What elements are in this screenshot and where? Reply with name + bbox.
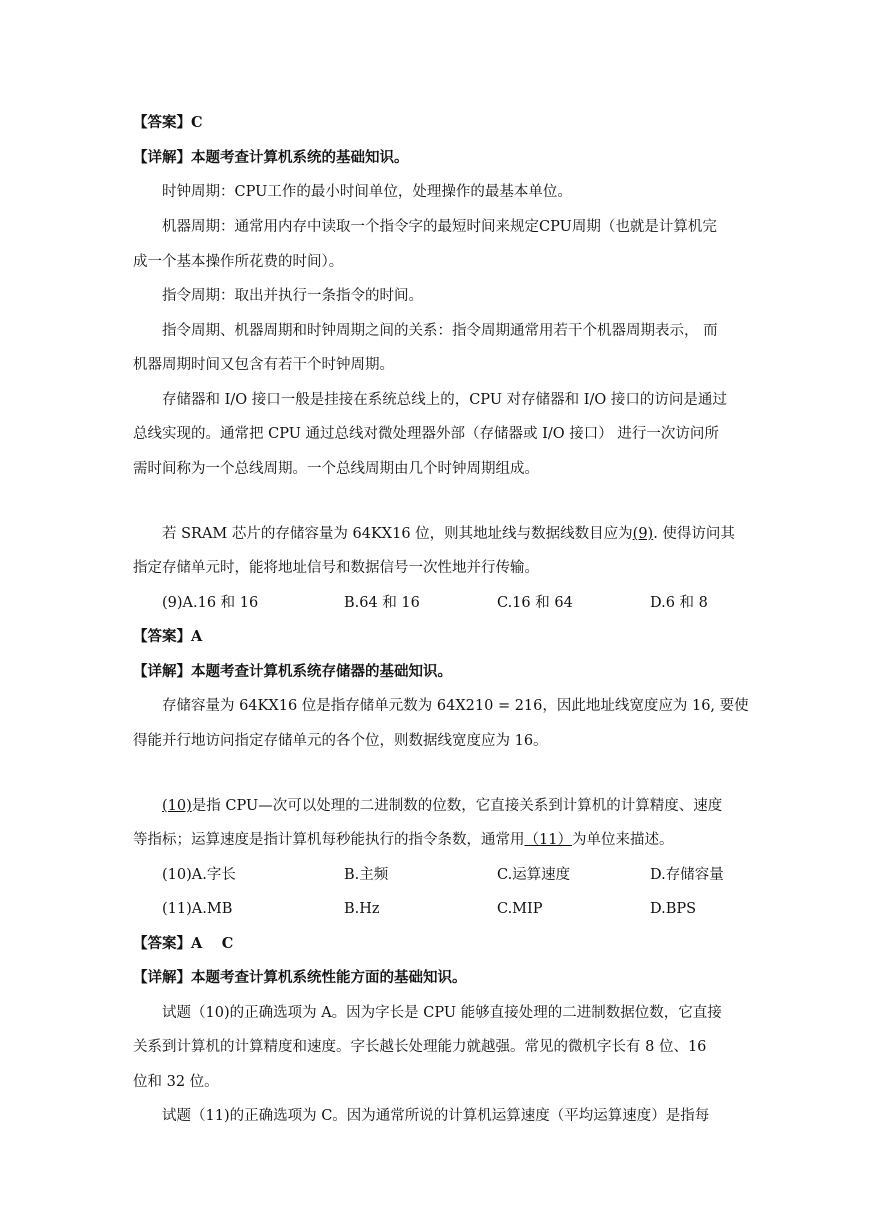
paragraph: 机器周期：通常用内存中读取一个指令字的最短时间来规定CPU周期（也就是计算机完: [162, 219, 717, 235]
option-a: (10)A.字长: [162, 867, 236, 883]
answer-label: 【答案】A C: [133, 935, 234, 952]
paragraph: 时钟周期：CPU工作的最小时间单位，处理操作的最基本单位。: [162, 184, 572, 200]
paragraph: 存储器和 I/O 接口一般是挂接在系统总线上的，CPU 对存储器和 I/O 接口的访问是通过: [162, 392, 727, 408]
option-c: C.运算速度: [497, 867, 571, 883]
paragraph: 成一个基本操作所花费的时间）。: [133, 254, 344, 270]
blank-11: （11）: [524, 832, 572, 848]
option-d: D.存储容量: [650, 867, 724, 883]
question-stem: [162, 796, 722, 816]
stem-text: 为单位来描述。: [571, 832, 674, 848]
question-stem: [162, 524, 735, 544]
detail-heading: 【详解】本题考查计算机系统性能方面的基础知识。: [133, 969, 467, 986]
blank-10: (10): [162, 798, 192, 814]
option-b: B.主频: [344, 867, 389, 883]
option-b: B.Hz: [344, 901, 380, 917]
stem-text: 若 SRAM 芯片的存储容量为 64KX16 位，则其地址线与数据线数目应为: [162, 526, 633, 542]
paragraph: 机器周期时间又包含有若干个时钟周期。: [133, 357, 394, 373]
question-stem: [133, 830, 673, 850]
question-stem: 指定存储单元时，能将地址信号和数据信号一次性地并行传输。: [133, 560, 539, 576]
stem-text: 等指标；运算速度是指计算机每秒能执行的指令条数，通常用: [133, 832, 525, 848]
option-d: D.BPS: [650, 901, 697, 917]
paragraph: 位和 32 位。: [133, 1074, 219, 1090]
option-b: B.64 和 16: [344, 595, 420, 611]
paragraph: 存储容量为 64KX16 位是指存储单元数为 64X210 = 216，因此地址线宽度应为 16, 要使: [162, 698, 749, 714]
detail-heading: 【详解】本题考查计算机系统的基础知识。: [133, 149, 409, 166]
paragraph: 试题（11)的正确选项为 C。因为通常所说的计算机运算速度（平均运算速度）是指每: [162, 1108, 710, 1124]
answer-label: 【答案】A: [133, 628, 203, 645]
option-d: D.6 和 8: [650, 595, 708, 611]
blank-9: (9): [632, 526, 654, 542]
option-a: (11)A.MB: [162, 901, 233, 917]
detail-heading: 【详解】本题考查计算机系统存储器的基础知识。: [133, 663, 452, 680]
paragraph: 指令周期、机器周期和时钟周期之间的关系：指令周期通常用若干个机器周期表示， 而: [162, 323, 718, 339]
stem-text: 是指 CPU—次可以处理的二进制数的位数，它直接关系到计算机的计算精度、速度: [191, 798, 723, 814]
answer-label: 【答案】C: [133, 114, 203, 131]
paragraph: 试题（10)的正确选项为 A。因为字长是 CPU 能够直接处理的二进制数据位数，它直接: [162, 1005, 722, 1021]
option-c: C.MIP: [497, 901, 543, 917]
paragraph: 指令周期：取出并执行一条指令的时间。: [162, 288, 423, 304]
paragraph: 需时间称为一个总线周期。一个总线周期由几个时钟周期组成。: [133, 461, 539, 477]
stem-text: . 使得访问其: [653, 526, 735, 542]
paragraph: 关系到计算机的计算精度和速度。字长越长处理能力就越强。常见的微机字长有 8 位、16: [133, 1039, 707, 1055]
paragraph: 总线实现的。通常把 CPU 通过总线对微处理器外部（存储器或 I/O 接口） 进行一次访问所: [133, 426, 719, 442]
option-c: C.16 和 64: [497, 595, 573, 611]
option-a: (9)A.16 和 16: [162, 595, 259, 611]
paragraph: 得能并行地访问指定存储单元的各个位，则数据线宽度应为 16。: [133, 733, 548, 749]
